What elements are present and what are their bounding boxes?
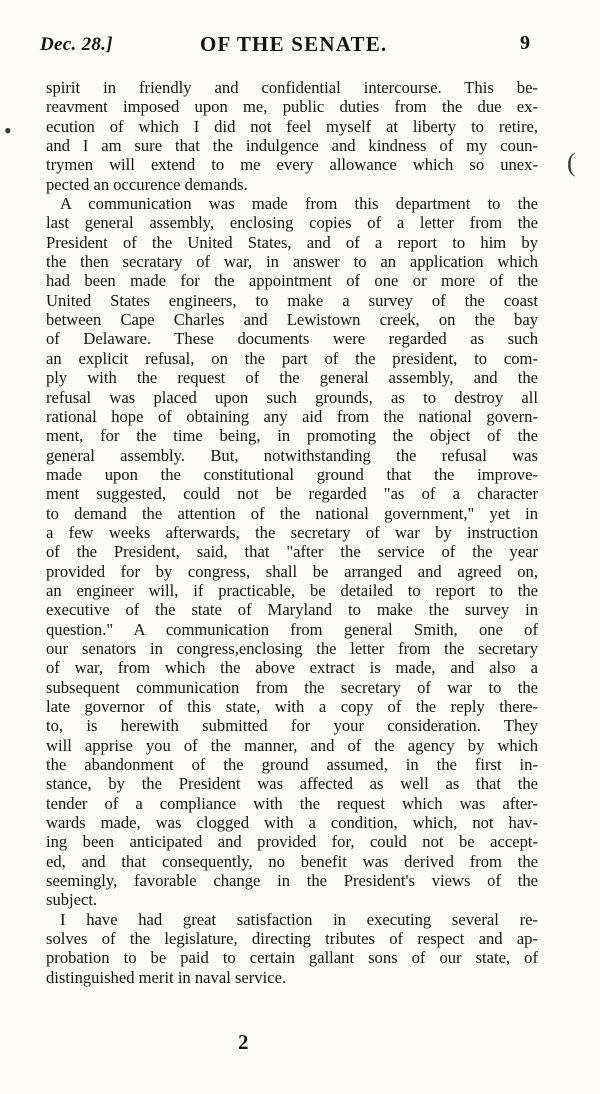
text-line: our senators in congress,enclosing the letter from the secretary xyxy=(46,638,538,658)
text-line: a few weeks afterwards, the secretary of war by instruction xyxy=(46,522,538,542)
text-line: to demand the attention of the national government," yet in xyxy=(46,503,538,523)
body-text xyxy=(46,78,538,987)
text-line: rational hope of obtaining any aid from the national govern- xyxy=(46,406,538,426)
text-line: an explicit refusal, on the part of the president, to com- xyxy=(46,348,538,368)
text-line: made upon the constitutional ground that the improve- xyxy=(46,464,538,484)
text-line: President of the United States, and of a report to him by xyxy=(46,232,538,252)
text-line: ed, and that consequently, no benefit was derived from the xyxy=(46,851,538,871)
text-line: tender of a compliance with the request which was after- xyxy=(46,793,538,813)
page-number: 9 xyxy=(520,32,530,54)
text-line: A communication was made from this department to the xyxy=(60,194,538,214)
text-line: subsequent communication from the secretary of war to the xyxy=(46,677,538,697)
text-line: the abandonment of the ground assumed, in the first in- xyxy=(46,755,538,775)
text-line: stance, by the President was affected as well as that the xyxy=(46,774,538,794)
text-line: wards made, was clogged with a condition, which, not hav- xyxy=(46,813,538,833)
margin-mark-right: ( xyxy=(567,148,576,177)
text-line: ment suggested, could not be regarded "as of a character xyxy=(46,484,538,504)
text-line: solves of the legislature, directing tributes of respect and ap- xyxy=(46,929,538,949)
text-line: spirit in friendly and confidential intercourse. This be- xyxy=(46,78,538,97)
text-line: refusal was placed upon such grounds, as to destroy all xyxy=(46,387,538,407)
text-line: and I am sure that the indulgence and kindness of my coun- xyxy=(46,136,538,156)
signature-mark: 2 xyxy=(238,1030,249,1054)
text-line: pected an occurence demands. xyxy=(46,174,248,194)
text-line: ply with the request of the general assembly, and the xyxy=(46,368,538,388)
text-line: the then secratary of war, in answer to an application which xyxy=(46,252,538,272)
text-line: trymen will extend to me every allowance which so unex- xyxy=(46,155,538,175)
header-date: Dec. 28.] xyxy=(40,34,113,55)
text-line: seemingly, favorable change in the President's views of the xyxy=(46,871,538,891)
text-line: late governor of this state, with a copy of the reply there- xyxy=(46,697,538,716)
text-line: of the President, said, that "after the service of the year xyxy=(46,542,538,562)
text-line: subject. xyxy=(46,890,98,910)
text-line: I have had great satisfaction in executing several re- xyxy=(60,909,538,929)
text-line: ecution of which I did not feel myself at liberty to retire, xyxy=(46,116,538,136)
margin-mark-left: • xyxy=(4,118,12,143)
text-line: to, is herewith submitted for your consideration. They xyxy=(46,716,538,736)
text-line: general assembly. But, notwithstanding the refusal was xyxy=(46,445,538,465)
text-line: ing been anticipated and provided for, could not be accept- xyxy=(46,832,538,852)
text-line: United States engineers, to make a survey of the coast xyxy=(46,290,538,310)
text-line: between Cape Charles and Lewistown creek, on the bay xyxy=(46,310,538,330)
text-line: question." A communication from general Smith, one of xyxy=(46,619,538,639)
text-line: distinguished merit in naval service. xyxy=(46,967,287,987)
text-line: executive of the state of Maryland to make the survey in xyxy=(46,600,538,620)
text-line: will apprise you of the manner, and of the agency by which xyxy=(46,735,538,755)
text-line: had been made for the appointment of one or more of the xyxy=(46,271,538,291)
text-line: provided for by congress, shall be arranged and agreed on, xyxy=(46,561,538,581)
text-line: of Delaware. These documents were regarded as such xyxy=(46,329,538,349)
text-line: last general assembly, enclosing copies of a letter from the xyxy=(46,213,538,233)
text-line: probation to be paid to certain gallant sons of our state, of xyxy=(46,948,538,968)
text-line: reavment imposed upon me, public duties from the due ex- xyxy=(46,97,538,117)
page-header xyxy=(40,30,530,60)
header-title: OF THE SENATE. xyxy=(200,32,388,56)
text-line: ment, for the time being, in promoting the object of the xyxy=(46,426,538,446)
text-line: of war, from which the above extract is made, and also a xyxy=(46,658,538,678)
text-line: an engineer will, if practicable, be detailed to report to the xyxy=(46,580,538,600)
